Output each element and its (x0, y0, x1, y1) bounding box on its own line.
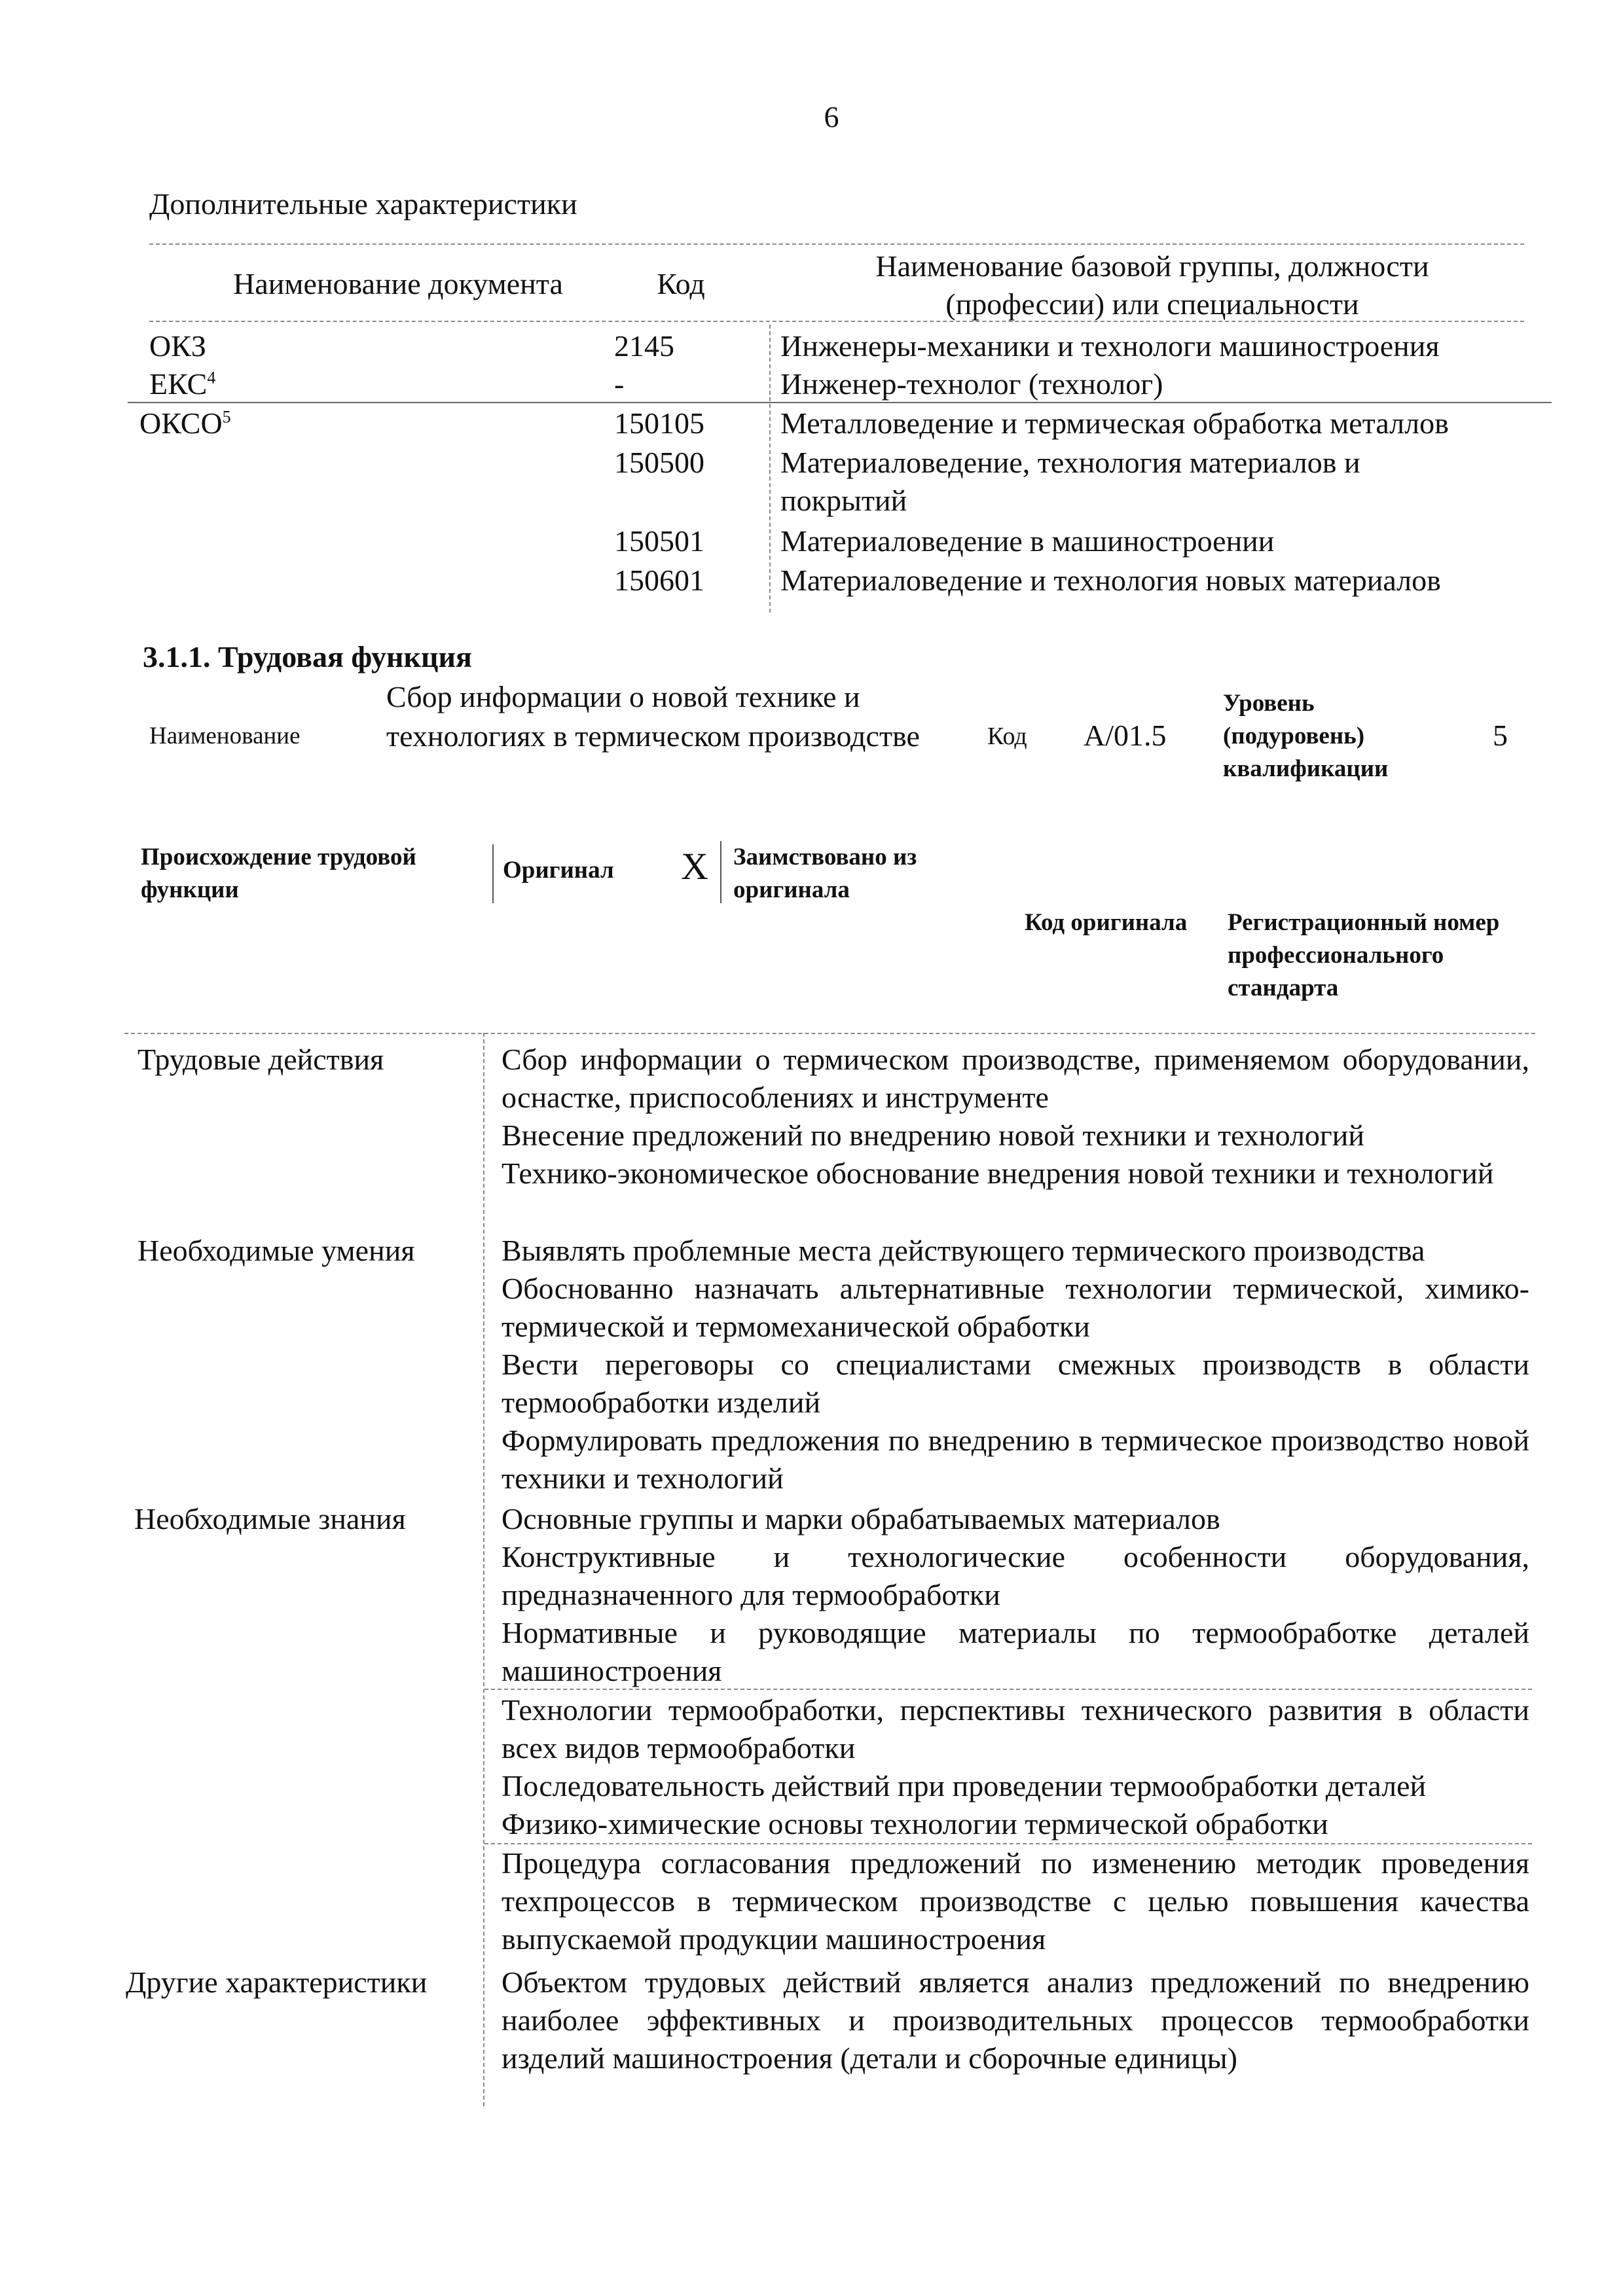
list-item: Физико-химические основы технологии термической обработки (501, 1807, 1328, 1840)
table-row-code: 150601 (614, 564, 704, 597)
table-row-name: Инженеры-механики и технологи машиностроения (780, 329, 1440, 363)
header-rule (149, 321, 1524, 322)
header-name-line2: (профессии) или специальности (945, 287, 1359, 321)
list-item: Объектом трудовых действий является анализ предложений по внедрению наиболее эффективных и производительных процессов термообработки изделий машиностроения (детали и сборочные единицы) (501, 1965, 1529, 2075)
page-number: 6 (824, 100, 839, 134)
function-level-value: 5 (1493, 719, 1508, 752)
function-level-label: Уровень (подуровень) квалификации (1223, 690, 1389, 782)
table-row-name: Материаловедение, технология материалов и покрытий (780, 446, 1360, 517)
function-code-label: Код (987, 723, 1027, 750)
origin-divider (492, 844, 494, 903)
orig-code-label: Код оригинала (1025, 909, 1188, 936)
list-item: Выявлять проблемные места действующего термического производства (501, 1234, 1425, 1267)
table-row-doc: ОКСО$^5$ (139, 406, 231, 440)
table-row-code: - (614, 367, 625, 401)
original-mark: X (681, 845, 708, 888)
list-item: Технико-экономическое обоснование внедрения новой техники и технологий (501, 1157, 1494, 1190)
column-divider (769, 325, 771, 613)
labor-actions-label: Трудовые действия (137, 1043, 384, 1076)
row-rule (484, 1689, 1532, 1690)
original-label: Оригинал (503, 857, 614, 884)
list-item: Внесение предложений по внедрению новой техники и технологий (501, 1119, 1365, 1152)
skills-label: Необходимые умения (137, 1234, 415, 1267)
list-item: Основные группы и марки обрабатываемых материалов (501, 1502, 1220, 1535)
table-row-doc: ОКЗ (149, 329, 206, 363)
function-code-value: А/01.5 (1084, 719, 1167, 752)
table-row-code: 2145 (614, 329, 674, 363)
other-label: Другие характеристики (126, 1965, 428, 1999)
reg-number-label: Регистрационный номер профессионального стандарта (1228, 909, 1500, 1001)
list-item: Нормативные и руководящие материалы по термообработке деталей машиностроения (501, 1616, 1529, 1687)
list-item: Обоснованно назначать альтернативные технологии термической, химико-термической и термомеханической обработки (501, 1272, 1529, 1343)
list-item: Последовательность действий при проведении термообработки деталей (501, 1769, 1427, 1803)
details-column-divider (483, 1033, 484, 2106)
row-rule (128, 402, 1552, 403)
function-name-value: Сбор информации о новой технике и технологиях в термическом производстве (386, 680, 920, 753)
list-item: Конструктивные и технологические особенности оборудования, предназначенного для термообработки (501, 1540, 1529, 1611)
table-row-code: 150500 (614, 446, 704, 479)
table-row-code: 150105 (614, 406, 704, 440)
details-top-rule (124, 1033, 1535, 1034)
origin-label: Происхождение трудовой функции (141, 844, 416, 903)
table-row-name: Материаловедение и технология новых материалов (780, 564, 1441, 597)
header-name-line1: Наименование базовой группы, должности (875, 249, 1429, 283)
function-name-label: Наименование (149, 723, 301, 749)
table-row-name: Металловедение и термическая обработка металлов (780, 406, 1449, 440)
header-code: Код (657, 267, 705, 300)
function-heading: 3.1.1. Трудовая функция (143, 640, 472, 673)
table-row-code: 150501 (614, 524, 704, 558)
list-item: Формулировать предложения по внедрению в термическое производство новой техники и технологий (501, 1424, 1529, 1495)
list-item: Сбор информации о термическом производстве, применяемом оборудовании, оснастке, приспособлениях и инструменте (501, 1043, 1529, 1114)
table-row-name: Инженер-технолог (технолог) (780, 367, 1163, 401)
table-row-name: Материаловедение в машиностроении (780, 524, 1275, 558)
table-row-doc: ЕКС$^4$ (149, 367, 216, 401)
header-document: Наименование документа (233, 267, 563, 300)
list-item: Вести переговоры со специалистами смежных производств в области термообработки изделий (501, 1348, 1529, 1419)
knowledge-label: Необходимые знания (134, 1502, 406, 1535)
borrowed-label: Заимствовано из оригинала (733, 844, 917, 903)
borrowed-divider (720, 841, 721, 903)
table-top-rule (149, 243, 1524, 245)
section-title-additional: Дополнительные характеристики (149, 187, 577, 221)
list-item: Процедура согласования предложений по изменению методик проведения техпроцессов в термическом производстве с целью повышения качества выпускаемой продукции машиностроения (501, 1846, 1529, 1956)
list-item: Технологии термообработки, перспективы технического развития в области всех видов термообработки (501, 1693, 1529, 1765)
